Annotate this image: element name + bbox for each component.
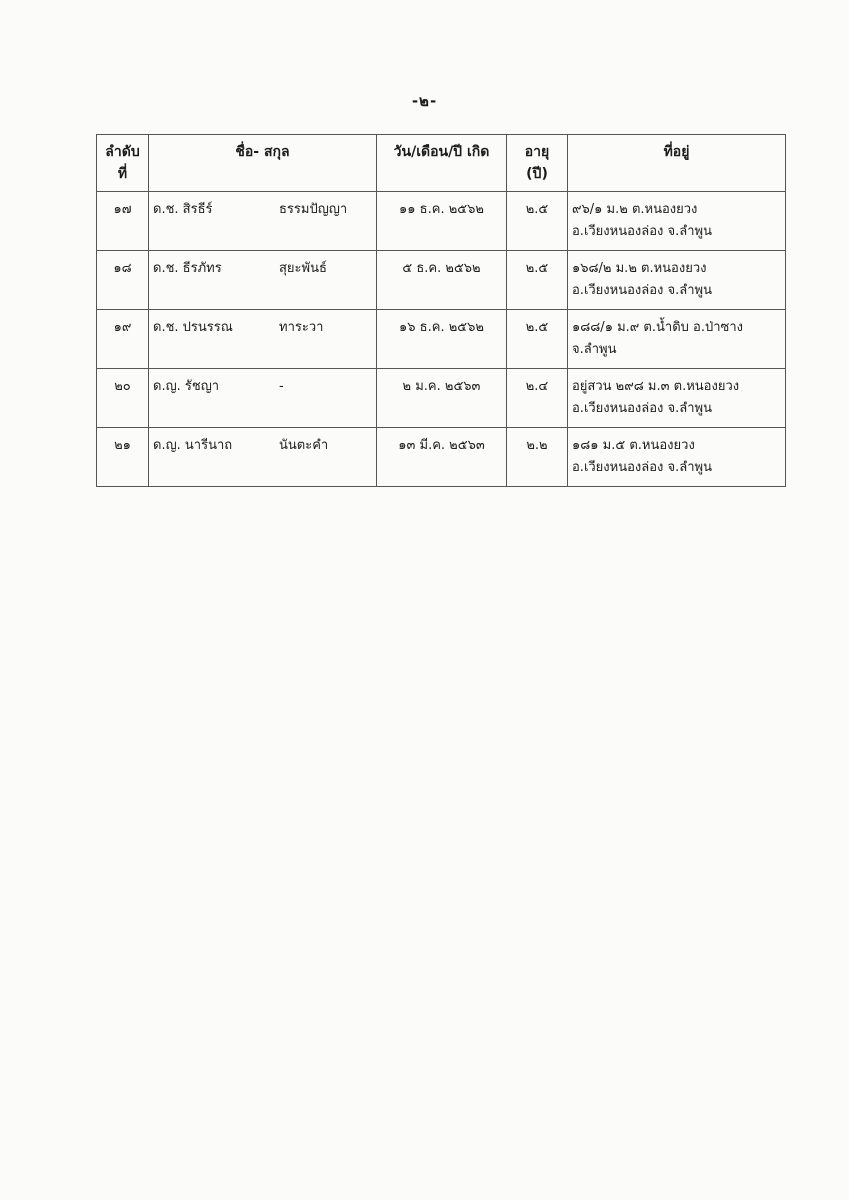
address-line2: อ.เวียงหนองล่อง จ.ลำพูน (572, 460, 712, 475)
cell-name (149, 428, 377, 487)
table-header-row (97, 135, 786, 192)
cell-address (568, 369, 786, 428)
address-line1: ๑๖๘/๒ ม.๒ ต.หนองยวง (572, 261, 707, 276)
header-age (507, 135, 568, 192)
first-name: ด.ญ. นารีนาถ (153, 438, 233, 453)
first-name: ด.ช. ธีรภัทร (153, 261, 222, 276)
address-line1: ๙๖/๑ ม.๒ ต.หนองยวง (572, 202, 698, 217)
last-name: นันตะคำ (279, 438, 329, 453)
address-line1: ๑๘๑ ม.๕ ต.หนองยวง (572, 438, 695, 453)
header-no-line2: ที่ (117, 166, 128, 182)
table-row (97, 428, 786, 487)
last-name: - (279, 379, 284, 394)
header-age-line2: (ปี) (526, 166, 548, 182)
last-name: ทาระวา (279, 320, 324, 335)
cell-name (149, 251, 377, 310)
cell-age: ๒.๕ (507, 310, 568, 369)
address-line2: อ.เวียงหนองล่อง จ.ลำพูน (572, 401, 712, 416)
cell-dob: ๒ ม.ค. ๒๕๖๓ (377, 369, 507, 428)
first-name: ด.ญ. รัชญา (153, 379, 220, 394)
header-address: ที่อยู่ (568, 135, 786, 192)
student-table (96, 134, 786, 487)
cell-address (568, 251, 786, 310)
cell-no: ๑๗ (97, 192, 149, 251)
cell-address (568, 428, 786, 487)
header-name: ชื่อ- สกุล (149, 135, 377, 192)
address-line2: อ.เวียงหนองล่อง จ.ลำพูน (572, 283, 712, 298)
address-line1: อยู่สวน ๒๙๘ ม.๓ ต.หนองยวง (572, 379, 740, 394)
header-dob: วัน/เดือน/ปี เกิด (377, 135, 507, 192)
table-row (97, 310, 786, 369)
cell-name (149, 369, 377, 428)
address-line2: จ.ลำพูน (572, 342, 617, 357)
cell-dob: ๑๖ ธ.ค. ๒๕๖๒ (377, 310, 507, 369)
cell-dob: ๑๑ ธ.ค. ๒๕๖๒ (377, 192, 507, 251)
table-row (97, 192, 786, 251)
header-age-line1: อายุ (524, 144, 550, 160)
cell-address (568, 310, 786, 369)
cell-dob: ๕ ธ.ค. ๒๕๖๒ (377, 251, 507, 310)
table-row (97, 251, 786, 310)
table-row (97, 369, 786, 428)
cell-age: ๒.๔ (507, 369, 568, 428)
last-name: ธรรมปัญญา (279, 202, 348, 217)
cell-name (149, 192, 377, 251)
cell-no: ๒๐ (97, 369, 149, 428)
header-no-line1: ลำดับ (105, 144, 140, 160)
cell-no: ๑๘ (97, 251, 149, 310)
cell-age: ๒.๒ (507, 428, 568, 487)
cell-no: ๒๑ (97, 428, 149, 487)
address-line2: อ.เวียงหนองล่อง จ.ลำพูน (572, 224, 712, 239)
last-name: สุยะพันธ์ (279, 261, 327, 276)
cell-age: ๒.๕ (507, 192, 568, 251)
cell-dob: ๑๓ มี.ค. ๒๕๖๓ (377, 428, 507, 487)
header-no (97, 135, 149, 192)
cell-address (568, 192, 786, 251)
first-name: ด.ช. สิรธีร์ (153, 202, 213, 217)
cell-no: ๑๙ (97, 310, 149, 369)
first-name: ด.ช. ปรนรรณ (153, 320, 233, 335)
cell-age: ๒.๕ (507, 251, 568, 310)
cell-name (149, 310, 377, 369)
page-number: -๒- (411, 92, 438, 110)
address-line1: ๑๘๘/๑ ม.๙ ต.น้ำดิบ อ.ป่าซาง (572, 320, 743, 335)
